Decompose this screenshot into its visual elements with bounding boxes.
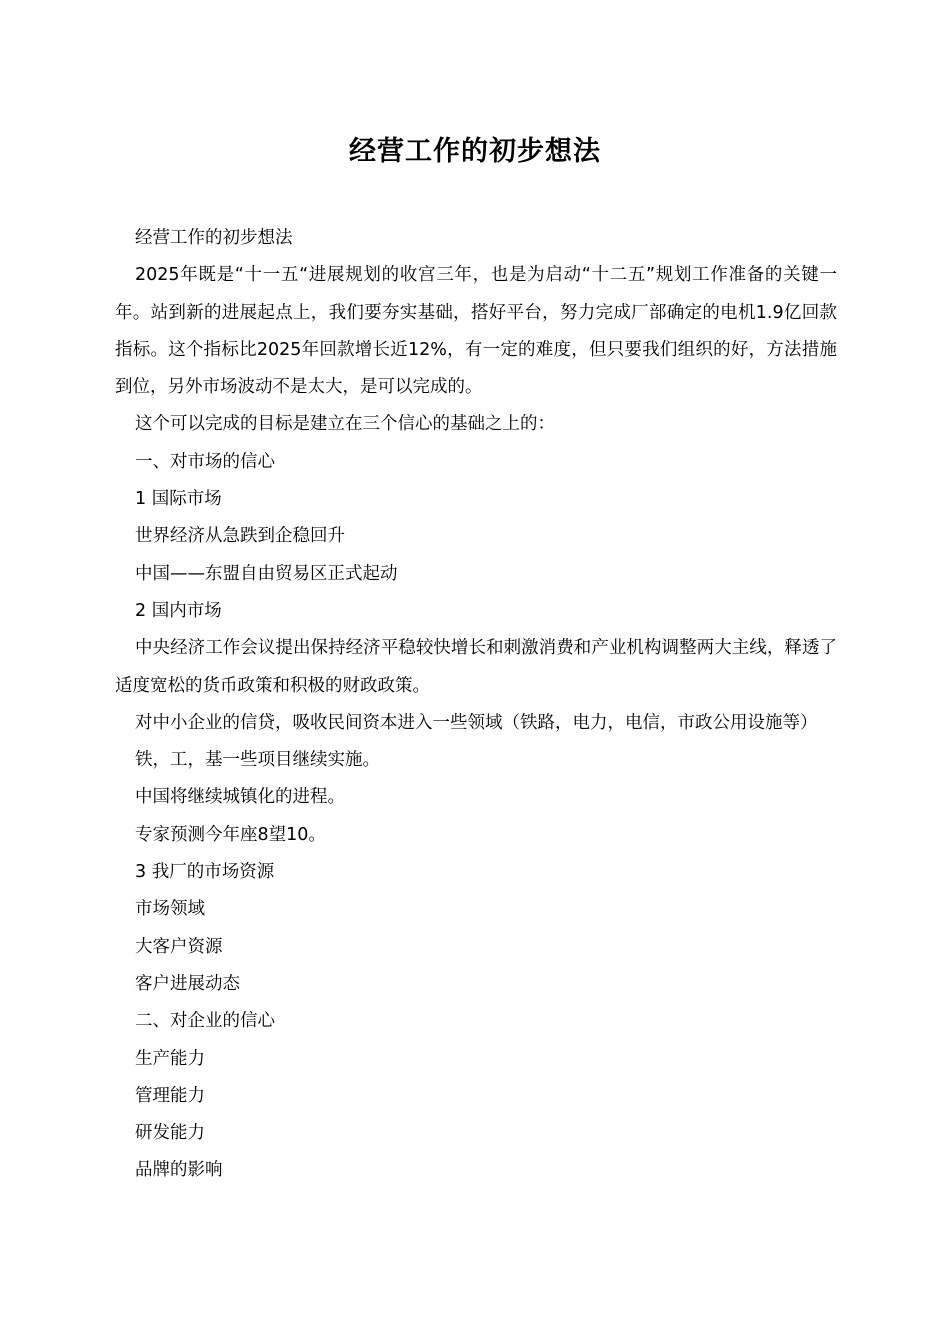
paragraph: 铁，工，基一些项目继续实施。 xyxy=(135,750,380,771)
paragraph: 中央经济工作会议提出保持经济平稳较快增长和刺激消费和产业机构调整两大主线，释透了适度宽松的货币政策和积极的财政政策。 xyxy=(115,638,837,696)
paragraph: 这个可以完成的目标是建立在三个信心的基础之上的： xyxy=(135,414,555,435)
paragraph: 世界经济从急跌到企稳回升 xyxy=(135,526,345,547)
section-heading: 一、对市场的信心 xyxy=(135,451,275,472)
paragraph: 对中小企业的信贷，吸收民间资本进入一些领域（铁路，电力，电信，市政公用设施等） xyxy=(135,712,818,733)
paragraph: 2025年既是“十一五“进展规划的收宫三年，也是为启动“十二五”规划工作准备的关键一年。站到新的进展起点上，我们要夯实基础，搭好平台，努力完成厂部确定的电机1.9亿回款指标。这个指标比2025年回款增长近12%，有一定的难度，但只要我们组织的好，方法措施到位，另外市场波动不是太大，是可以完成的。 xyxy=(115,265,837,398)
list-item: 研发能力 xyxy=(135,1123,205,1144)
list-item: 管理能力 xyxy=(135,1085,205,1106)
paragraph: 经营工作的初步想法 xyxy=(135,228,293,248)
section-heading: 二、对企业的信心 xyxy=(135,1011,275,1032)
paragraph: 中国将继续城镇化的进程。 xyxy=(135,787,345,808)
document-body xyxy=(115,220,837,1190)
list-item: 客户进展动态 xyxy=(135,973,240,994)
subsection-heading: 2 国内市场 xyxy=(135,600,222,621)
subsection-heading: 3 我厂的市场资源 xyxy=(135,862,275,883)
paragraph: 专家预测今年座8望10。 xyxy=(135,824,326,845)
list-item: 品牌的影响 xyxy=(135,1160,223,1181)
list-item: 生产能力 xyxy=(135,1048,205,1069)
subsection-heading: 1 国际市场 xyxy=(135,489,222,510)
list-item: 市场领域 xyxy=(135,899,205,920)
document-title: 经营工作的初步想法 xyxy=(349,136,601,167)
paragraph: 中国——东盟自由贸易区正式起动 xyxy=(135,563,398,584)
list-item: 大客户资源 xyxy=(135,936,223,957)
